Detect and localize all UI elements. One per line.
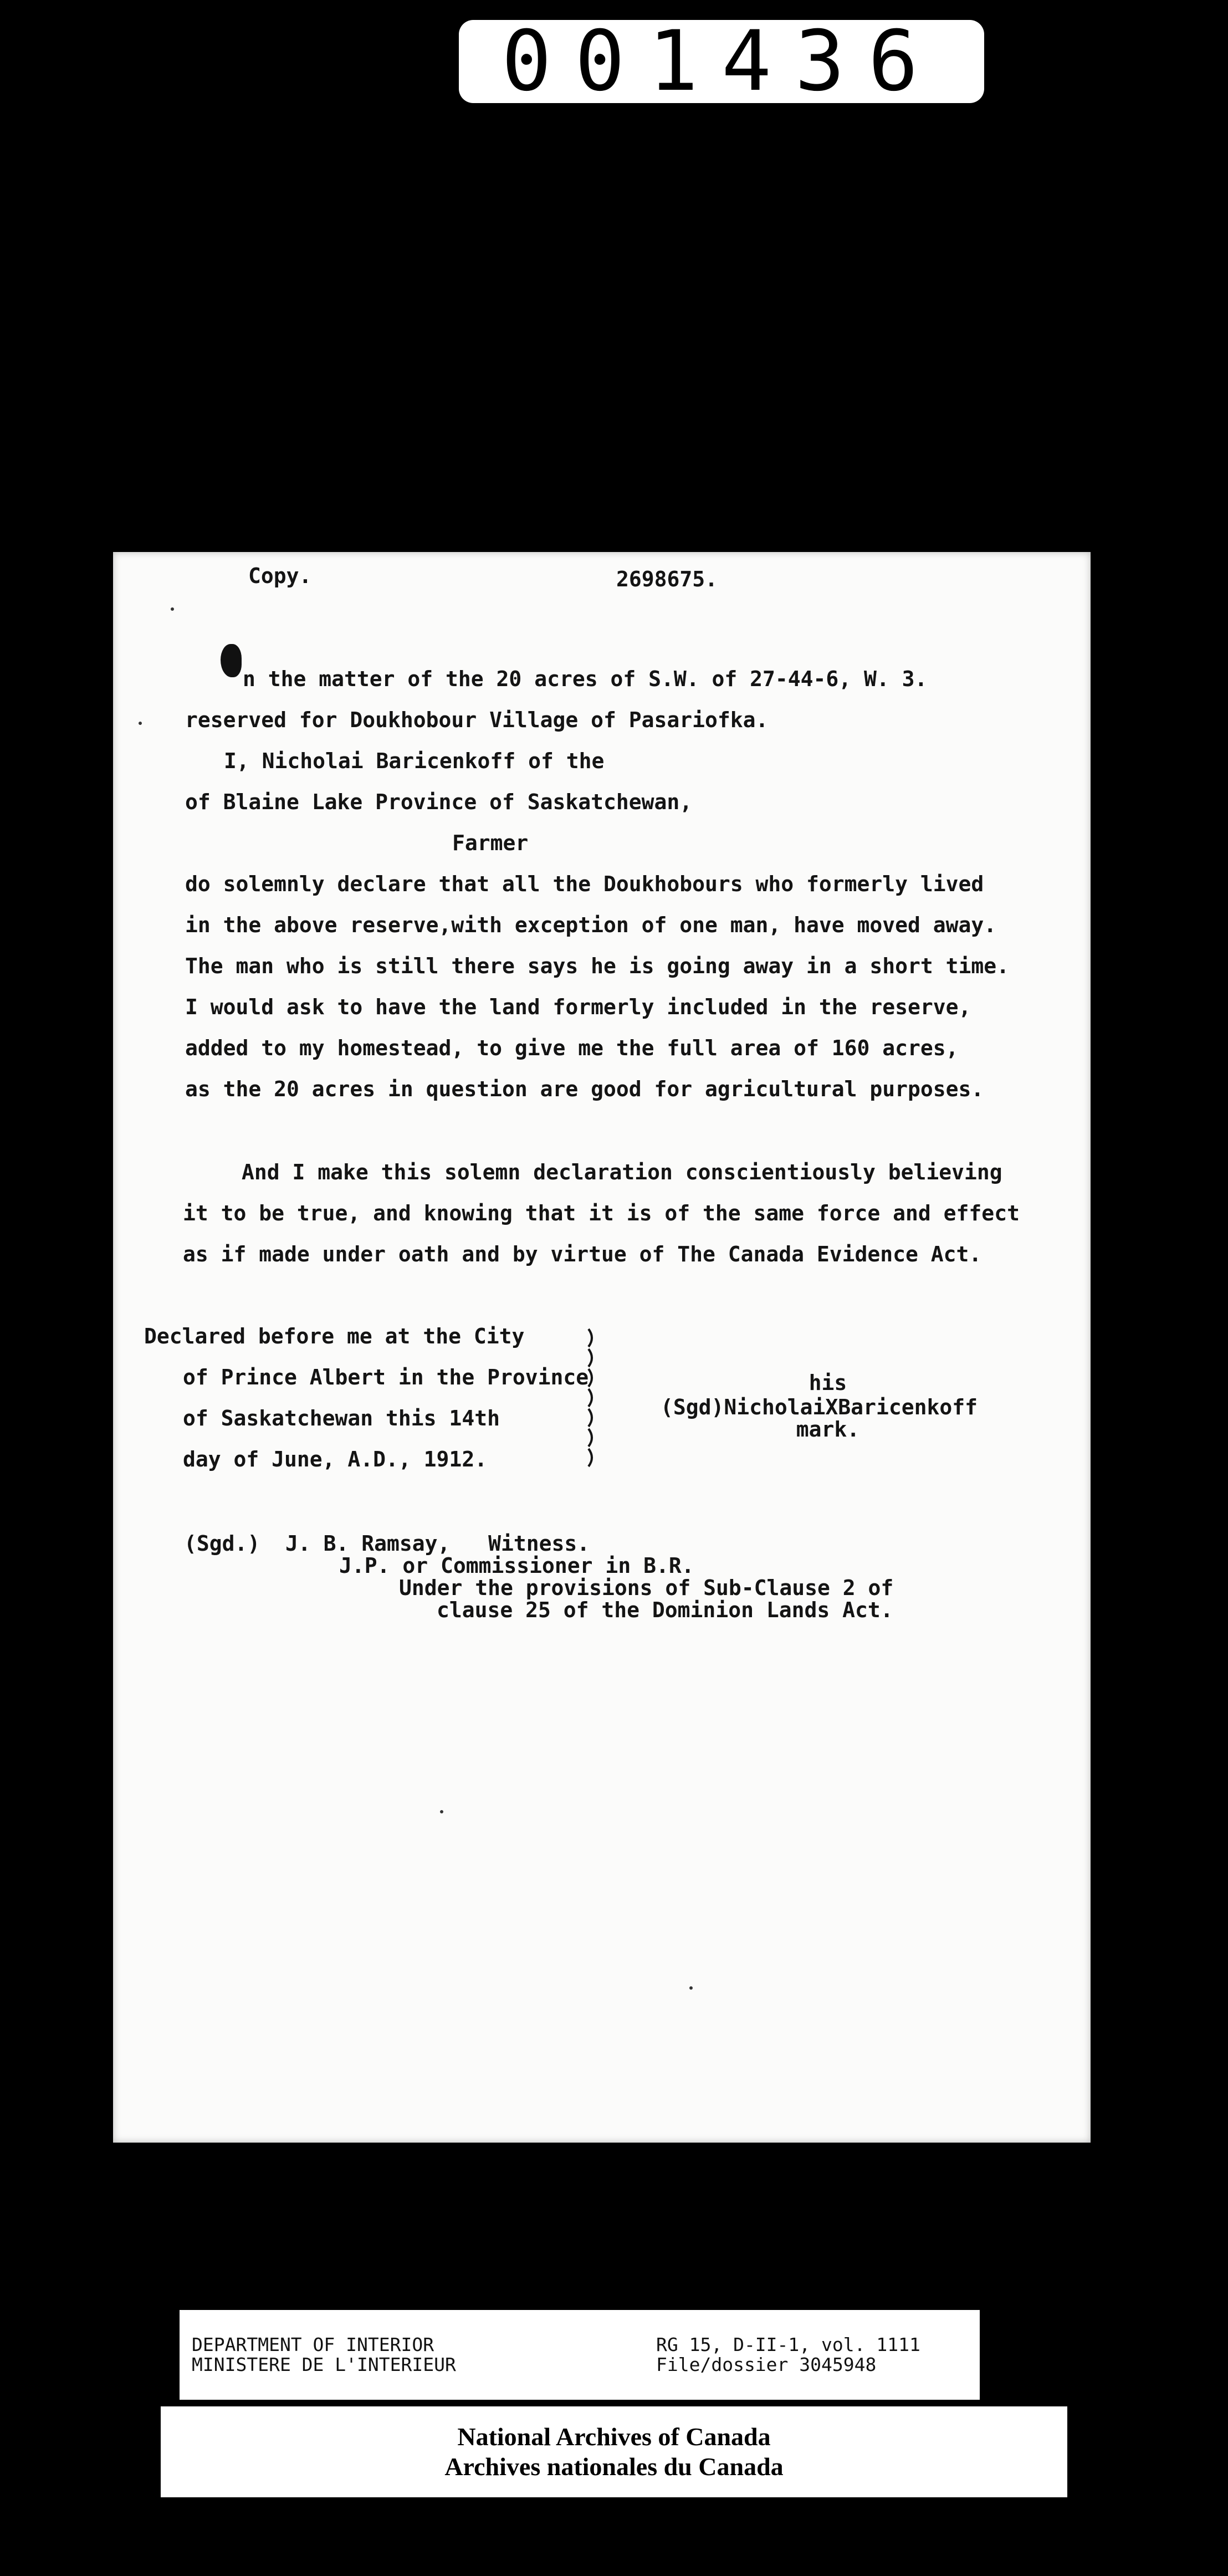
doc-line-3: I, Nicholai Baricenkoff of the (224, 749, 605, 773)
archives-french: Archives nationales du Canada (444, 2452, 784, 2481)
declared-line-4: day of June, A.D., 1912. (183, 1447, 488, 1471)
doc-line-8: The man who is still there says he is going away in a short time. (185, 954, 1010, 978)
archives-label (161, 2406, 1067, 2497)
signature-mark: mark. (796, 1417, 860, 1442)
witness-line-3: Under the provisions of Sub-Clause 2 of (399, 1576, 894, 1600)
doc-line-9: I would ask to have the land formerly included in the reserve, (185, 995, 971, 1019)
speck (689, 1986, 693, 1990)
signature-name: (Sgd)NicholaiXBaricenkoff (661, 1395, 978, 1419)
doc-line-1: n the matter of the 20 acres of S.W. of 27-44-6, W. 3. (243, 667, 928, 691)
dept-left-1: DEPARTMENT OF INTERIOR (192, 2334, 434, 2355)
document-number: 2698675. (616, 567, 718, 591)
bracket (583, 1327, 605, 1471)
speck (440, 1810, 443, 1813)
solemn-line-3: as if made under oath and by virtue of The Canada Evidence Act. (183, 1242, 982, 1266)
department-label (180, 2310, 980, 2400)
dept-right-1: RG 15, D-II-1, vol. 1111 (656, 2334, 920, 2355)
archives-english: National Archives of Canada (457, 2422, 771, 2451)
ink-blot (221, 644, 242, 677)
doc-line-4: of Blaine Lake Province of Saskatchewan, (185, 790, 693, 814)
witness-line-1: (Sgd.) J. B. Ramsay, Witness. (184, 1531, 590, 1556)
speck (139, 722, 142, 725)
dept-right-2: File/dossier 3045948 (656, 2354, 877, 2375)
doc-line-6: do solemnly declare that all the Doukhobours who formerly lived (185, 872, 984, 896)
declared-line-2: of Prince Albert in the Province (183, 1365, 589, 1389)
doc-line-2: reserved for Doukhobour Village of Pasariofka. (185, 708, 769, 732)
frame-number-plate: 001436 (459, 20, 984, 103)
witness-line-4: clause 25 of the Dominion Lands Act. (437, 1598, 893, 1622)
doc-line-10: added to my homestead, to give me the full area of 160 acres, (185, 1036, 959, 1060)
document-sheet (113, 552, 1091, 2143)
doc-line-11: as the 20 acres in question are good for agricultural purposes. (185, 1077, 984, 1101)
solemn-line-2: it to be true, and knowing that it is of the same force and effect (183, 1201, 1020, 1225)
declared-line-1: Declared before me at the City (144, 1324, 525, 1348)
witness-line-2: J.P. or Commissioner in B.R. (339, 1553, 694, 1578)
solemn-line-1: And I make this solemn declaration conscientiously believing (242, 1160, 1002, 1184)
dept-left-2: MINISTERE DE L'INTERIEUR (192, 2354, 456, 2375)
declared-line-3: of Saskatchewan this 14th (183, 1406, 500, 1430)
doc-line-7: in the above reserve,with exception of one man, have moved away. (185, 913, 997, 937)
copy-label: Copy. (248, 564, 312, 588)
signature-his: his (809, 1371, 847, 1395)
occupation: Farmer (452, 831, 529, 855)
speck (171, 607, 174, 611)
